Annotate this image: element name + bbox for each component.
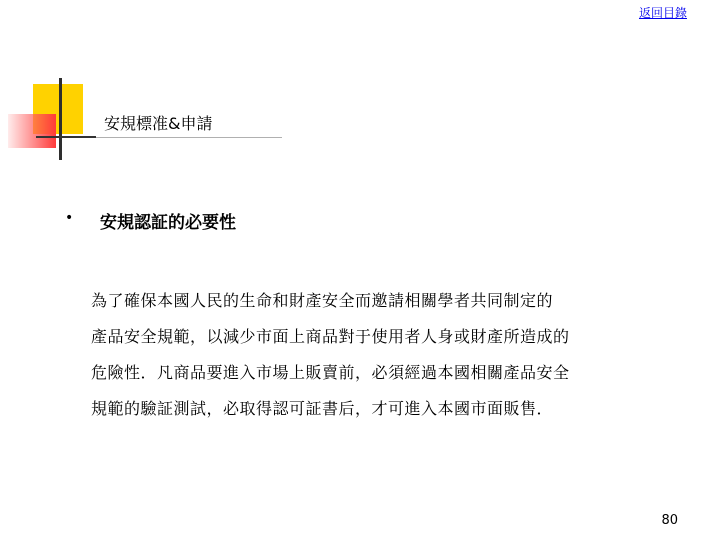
decor-red-gradient-block [8,114,56,148]
body-line: 為了確保本國人民的生命和財產安全而邀請相關學者共同制定的 [91,291,554,310]
section-heading: 安規認証的必要性 [100,213,236,233]
decor-vertical-line [59,78,62,160]
body-line: 規範的驗証測試，必取得認可証書后，才可進入本國市面販售． [91,399,554,418]
page-number: 80 [661,513,678,528]
slide-title: 安規標准&申請 [104,114,213,133]
back-to-toc-link[interactable]: 返回目錄 [638,6,687,20]
body-line: 產品安全規範，以減少市面上商品對于使用者人身或財產所造成的 [91,327,570,346]
bullet-icon: • [65,210,74,226]
body-paragraph [91,283,691,427]
body-line: 危險性．凡商品要進入市場上販賣前，必須經過本國相關產品安全 [91,363,570,382]
decor-horizontal-line-dark [36,136,96,138]
